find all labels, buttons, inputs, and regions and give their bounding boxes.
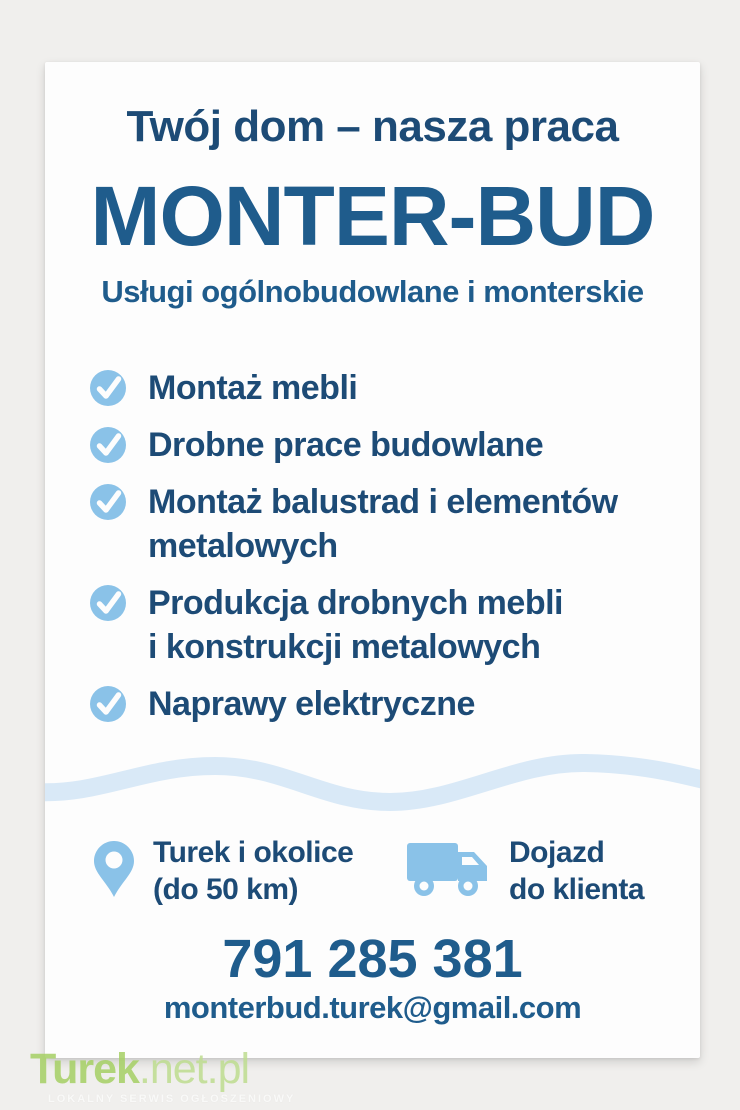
service-line: Produkcja drobnych mebli [148, 584, 563, 622]
service-label [148, 480, 618, 568]
service-item [90, 581, 672, 669]
service-label [148, 581, 563, 669]
location-pin-icon [93, 840, 135, 903]
check-circle-icon [90, 370, 126, 406]
wave-divider [45, 750, 700, 820]
email-address: monterbud.turek@gmail.com [163, 990, 582, 1025]
check-circle-icon [90, 686, 126, 722]
delivery-truck-icon [405, 840, 491, 903]
service-item [90, 682, 672, 726]
delivery-line: do klienta [509, 873, 645, 906]
flyer-card [45, 62, 700, 1058]
delivery-line: Dojazd [509, 836, 605, 869]
service-item [90, 423, 672, 467]
company-name: MONTER-BUD [90, 169, 655, 263]
company-subtitle: Usługi ogólnobudowlane i monterskie [101, 274, 644, 309]
watermark-tagline: LOKALNY SERWIS OGŁOSZENIOWY [48, 1093, 296, 1105]
watermark-brand-suffix: .net.pl [138, 1045, 250, 1093]
service-area-line: Turek i okolice [153, 836, 354, 869]
service-line: Montaż mebli [148, 369, 358, 407]
check-circle-icon [90, 427, 126, 463]
check-circle-icon [90, 484, 126, 520]
service-label [148, 682, 475, 726]
service-item [90, 366, 672, 410]
delivery-info [405, 834, 644, 908]
service-area [93, 834, 353, 908]
service-area-label [153, 834, 353, 908]
check-circle-icon [90, 585, 126, 621]
delivery-label [509, 834, 644, 908]
service-line: i konstrukcji metalowych [148, 628, 541, 666]
service-area-line: (do 50 km) [153, 873, 299, 906]
phone-number: 791 285 381 [222, 929, 523, 989]
service-label [148, 423, 543, 467]
service-line: metalowych [148, 527, 338, 565]
service-line: Naprawy elektryczne [148, 685, 475, 723]
flyer-tagline: Twój dom – nasza praca [126, 102, 619, 151]
services-list [90, 366, 672, 739]
service-line: Drobne prace budowlane [148, 426, 544, 464]
service-line: Montaż balustrad i elementów [148, 483, 618, 521]
watermark-logo [30, 1045, 295, 1093]
watermark-brand: Turek [30, 1045, 139, 1093]
service-label [148, 366, 357, 410]
service-item [90, 480, 672, 568]
site-watermark [30, 1045, 296, 1105]
